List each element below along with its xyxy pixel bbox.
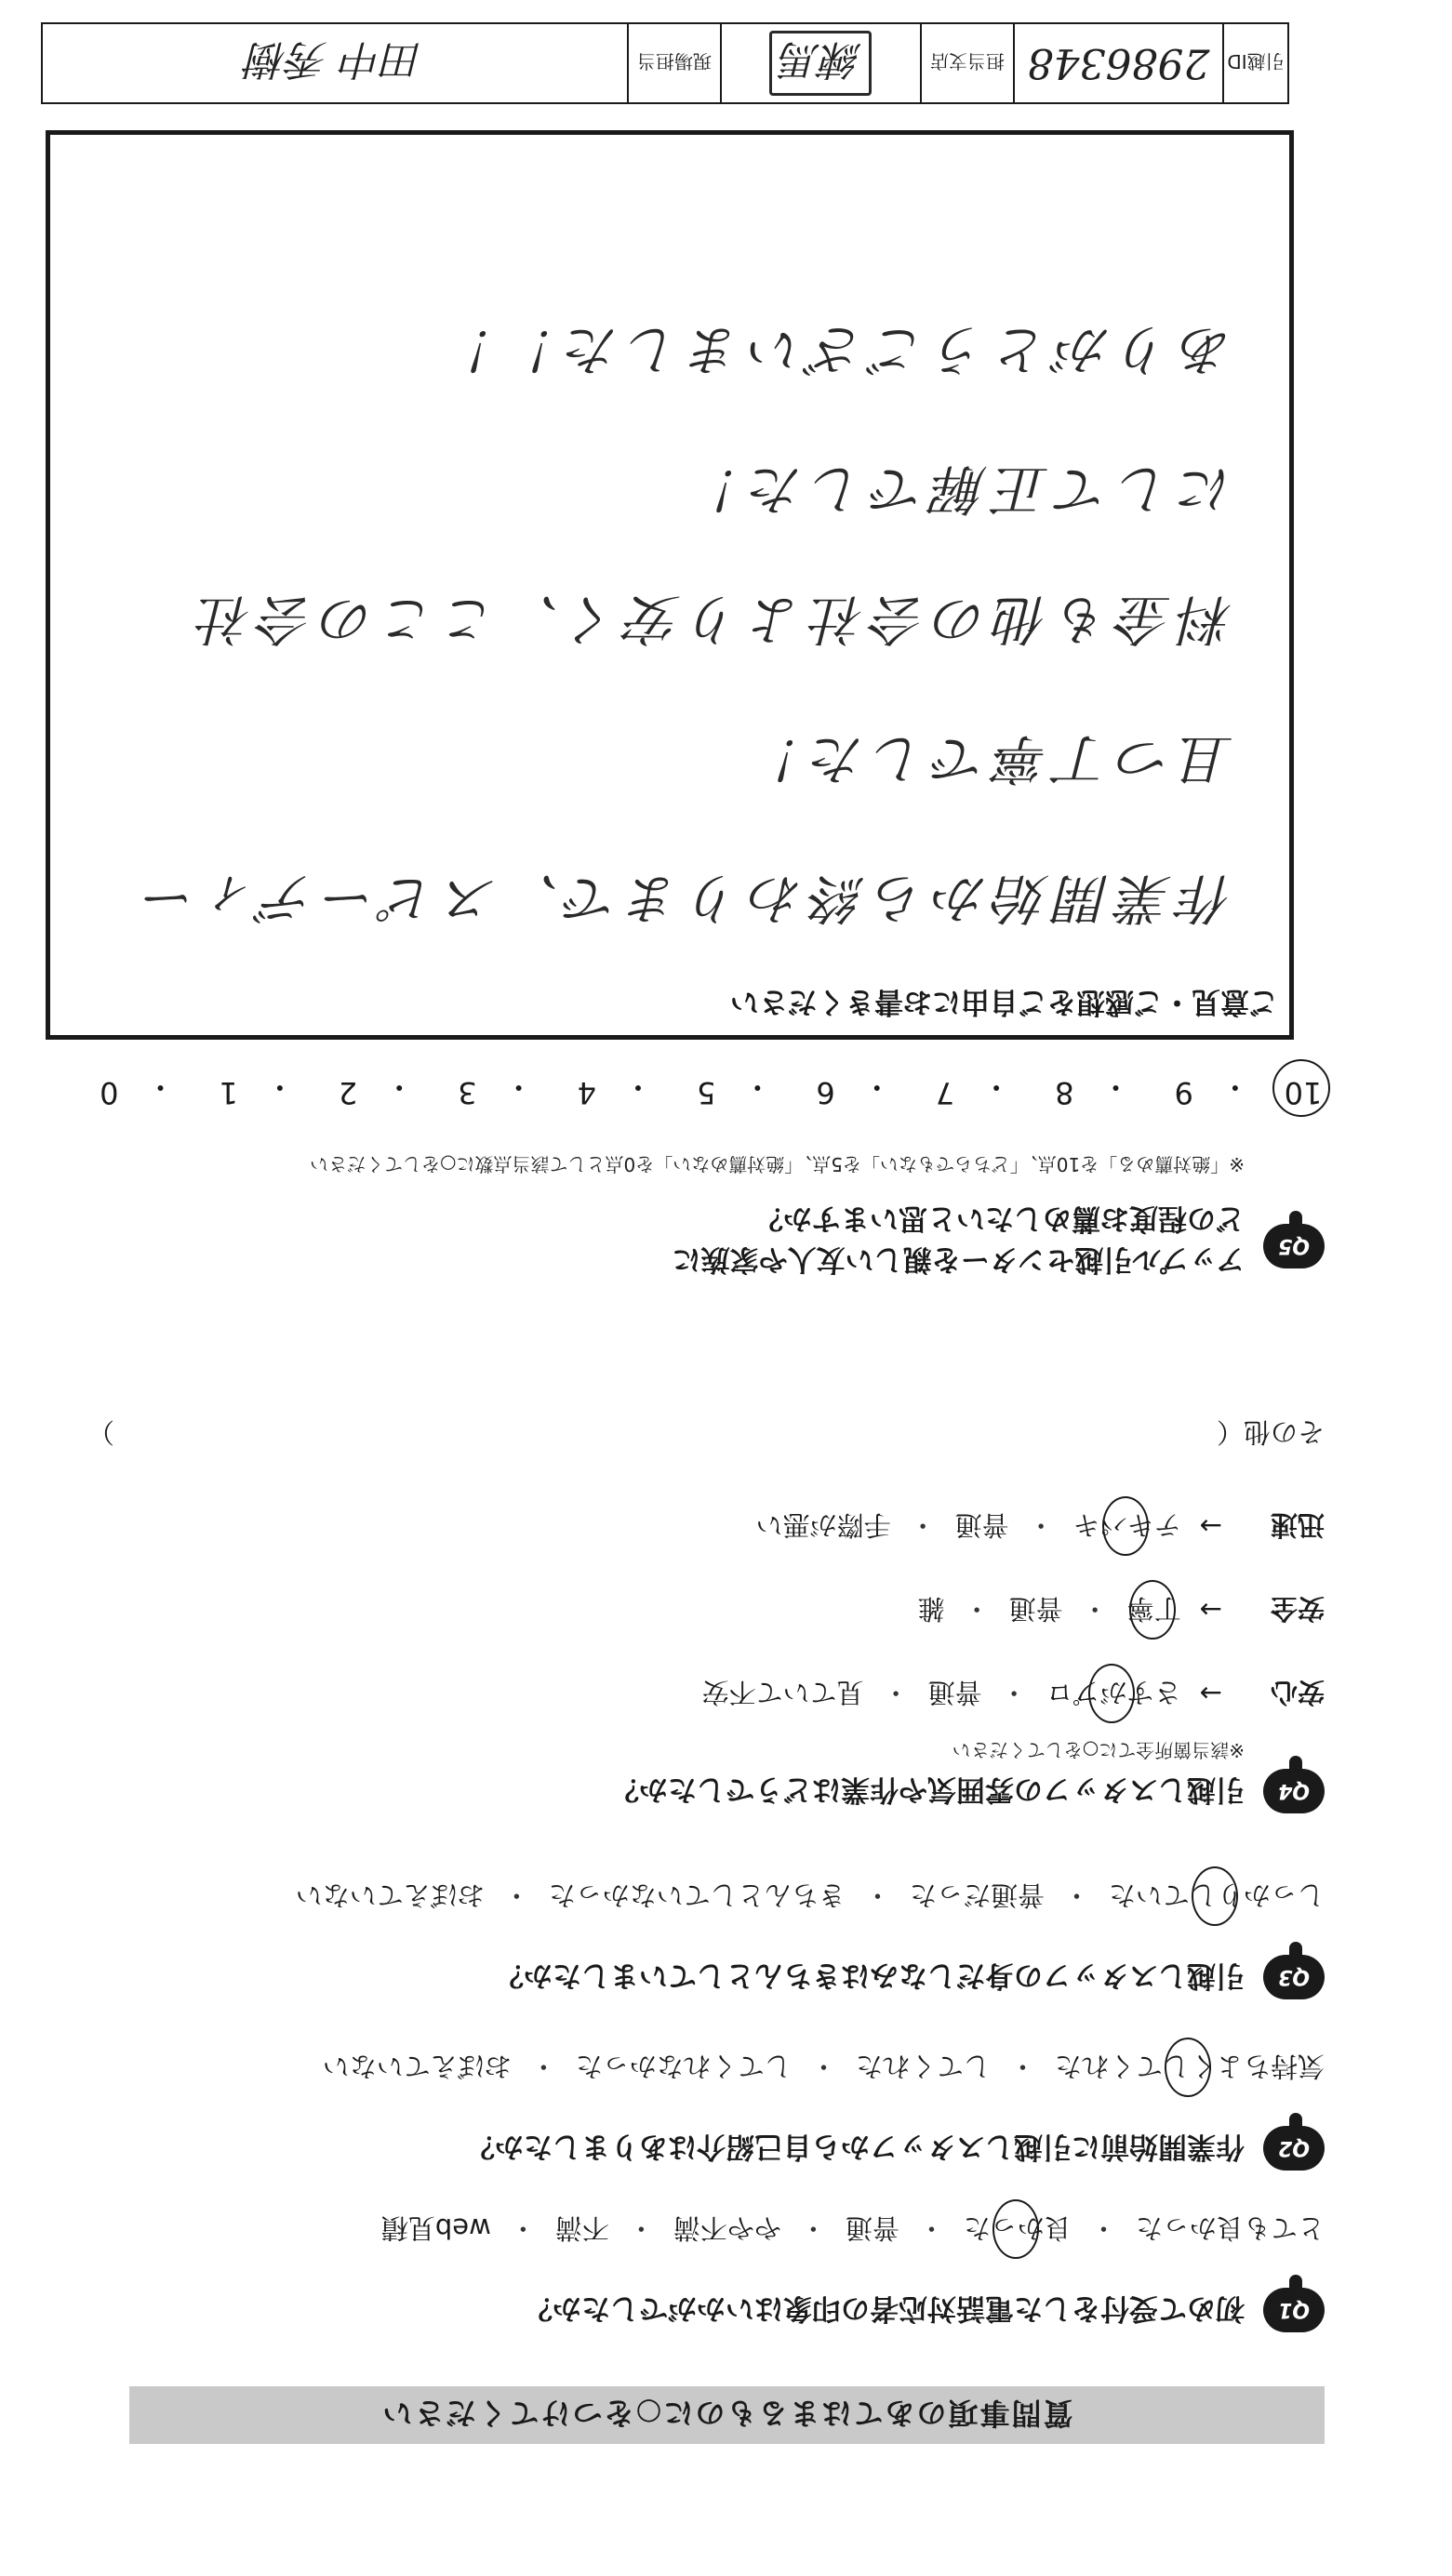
- q2-option[interactable]: おぼえていない: [322, 2051, 512, 2082]
- q1-option-selected[interactable]: 良かった: [964, 2211, 1072, 2249]
- q5-text-line1: アップル引越センターを親しい友人や家族に: [672, 1242, 1245, 1276]
- q1-option[interactable]: web見積: [380, 2212, 491, 2244]
- q2-text: 作業開始前に引越しスタッフから自己紹介はありましたか？: [466, 2130, 1245, 2163]
- recommend-scale: 10 ・ 9 ・ 8 ・ 7 ・ 6 ・ 5 ・ 4 ・ 3 ・ 2 ・ 1 ・ 0: [87, 1068, 1325, 1110]
- q2-badge-icon: Q2: [1263, 2126, 1325, 2171]
- q5-badge-icon: Q5: [1263, 1224, 1325, 1268]
- q5-note: ※「絶対薦める」を10点、「どちらでもない」を5点、「絶対薦めない」を0点として該当点数に○をしてください: [310, 1153, 1245, 1175]
- comment-line: にして正解でした！: [680, 458, 1233, 521]
- q4-option[interactable]: 普通: [954, 1509, 1009, 1541]
- q3-option[interactable]: おぼえていない: [295, 1879, 485, 1911]
- scale-option[interactable]: 0: [100, 1075, 119, 1110]
- scale-option[interactable]: 8: [1055, 1075, 1074, 1110]
- id-label: 引越ID: [1222, 24, 1287, 102]
- question-1: [87, 2202, 1325, 2332]
- comment-line: 作業開始から終わりまで、スピーディー: [136, 867, 1233, 930]
- q4-option-selected[interactable]: テキパキ: [1073, 1507, 1181, 1546]
- q1-option[interactable]: 普通: [845, 2212, 899, 2244]
- header-table: [41, 22, 1289, 104]
- q4-other-close: ）: [87, 1416, 115, 1448]
- question-3: [87, 1869, 1325, 1999]
- q1-option[interactable]: とても良かった: [1135, 2212, 1325, 2244]
- q4-row-label: 迅速: [1270, 1509, 1325, 1541]
- q3-options: しっかりしていた ・ 普通だった ・ きちんとしていなかった ・ おぼえていない: [296, 1878, 1325, 1916]
- scale-option[interactable]: 2: [338, 1075, 358, 1110]
- q4-option[interactable]: 雑: [917, 1593, 945, 1625]
- q4-option[interactable]: 手際が悪い: [755, 1509, 891, 1541]
- q4-text: 引越しスタッフの雰囲気や作業はどうでしたか？: [610, 1773, 1245, 1806]
- q4-row-jinsoku: 迅速 → テキパキ ・ 普通 ・ 手際が悪い: [756, 1507, 1325, 1546]
- q4-option[interactable]: 見ていて不安: [701, 1677, 864, 1708]
- q4-row-label: 安心: [1270, 1677, 1325, 1708]
- scale-option[interactable]: 5: [696, 1075, 716, 1110]
- question-4: [87, 1404, 1325, 1813]
- q3-text: 引越しスタッフの身だしなみはきちんとしていましたか？: [495, 1959, 1245, 1992]
- branch-stamp: 練馬: [770, 31, 873, 96]
- comment-line: 且つ丁寧でした！: [741, 727, 1233, 790]
- scale-option-selected[interactable]: 10: [1282, 1068, 1325, 1110]
- comment-line: ありがとうございました！！: [434, 318, 1233, 381]
- q3-option-selected[interactable]: しっかりしていた: [1109, 1878, 1325, 1916]
- q4-row-anshin: 安心 → さすがプロ ・ 普通 ・ 見ていて不安: [702, 1675, 1325, 1713]
- scale-option[interactable]: 7: [935, 1075, 955, 1110]
- id-value: 2986348: [1013, 24, 1222, 102]
- scale-option[interactable]: 3: [458, 1075, 477, 1110]
- q2-options: 気持ちよくしてくれた ・ してくれた ・ してくれなかった ・ おぼえていない: [323, 2049, 1325, 2087]
- q4-row-anzen: 安全 → 丁寧 ・ 普通 ・ 雑: [918, 1591, 1325, 1629]
- branch-label: 担当支店: [920, 24, 1013, 102]
- scale-option[interactable]: 9: [1174, 1075, 1193, 1110]
- q4-other: [87, 1414, 1325, 1453]
- comment-line: 料金も他の会社より安く、ここの会社: [191, 588, 1233, 651]
- question-5: [87, 1125, 1325, 1283]
- q4-row-label: 安全: [1270, 1593, 1325, 1625]
- arrow-right-icon: →: [1199, 1678, 1222, 1710]
- arrow-right-icon: →: [1199, 1594, 1222, 1627]
- scale-option[interactable]: 6: [816, 1075, 835, 1110]
- q4-option-selected[interactable]: さすがプロ: [1046, 1675, 1181, 1713]
- question-2: [87, 2040, 1325, 2171]
- q2-option[interactable]: してくれた: [855, 2051, 991, 2082]
- instruction-banner: 質問事項のあてはまるものに○をつけてください: [129, 2386, 1325, 2444]
- scale-option[interactable]: 4: [577, 1075, 596, 1110]
- scale-option[interactable]: 1: [219, 1075, 238, 1110]
- q4-other-label: その他（: [1216, 1416, 1325, 1448]
- q1-text: 初めて受付をした電話対応者の印象はいかがでしたか？: [524, 2291, 1245, 2325]
- q1-badge-icon: Q1: [1263, 2288, 1325, 2332]
- arrow-right-icon: →: [1199, 1510, 1222, 1543]
- q2-option[interactable]: してくれなかった: [575, 2051, 792, 2082]
- q4-option[interactable]: 普通: [1008, 1593, 1063, 1625]
- q2-option-selected[interactable]: 気持ちよくしてくれた: [1055, 2049, 1325, 2087]
- q3-badge-icon: Q3: [1263, 1955, 1325, 1999]
- q1-option[interactable]: やや不満: [673, 2212, 781, 2244]
- q4-option-selected[interactable]: 丁寧: [1127, 1591, 1181, 1629]
- q4-option[interactable]: 普通: [927, 1677, 982, 1708]
- comment-heading: ご意見・ご感想をご自由にお書きください: [730, 985, 1278, 1018]
- leader-value: 田中 秀樹: [246, 35, 423, 83]
- q5-text-line2: どの程度お薦めしたいと思いますか？: [754, 1202, 1245, 1235]
- leader-label: 現場担当: [627, 24, 720, 102]
- q1-option[interactable]: 不満: [554, 2212, 609, 2244]
- comment-box[interactable]: [46, 130, 1294, 1040]
- q3-option[interactable]: 普通だった: [909, 1879, 1045, 1911]
- q4-note: ※該当箇所全てに○をしてください: [952, 1739, 1245, 1761]
- branch-value: [720, 24, 920, 102]
- q4-badge-icon: Q4: [1263, 1769, 1325, 1813]
- q1-options: とても良かった ・ 良かった ・ 普通 ・ やや不満 ・ 不満 ・ web見積: [381, 2211, 1325, 2249]
- q3-option[interactable]: きちんとしていなかった: [548, 1879, 846, 1911]
